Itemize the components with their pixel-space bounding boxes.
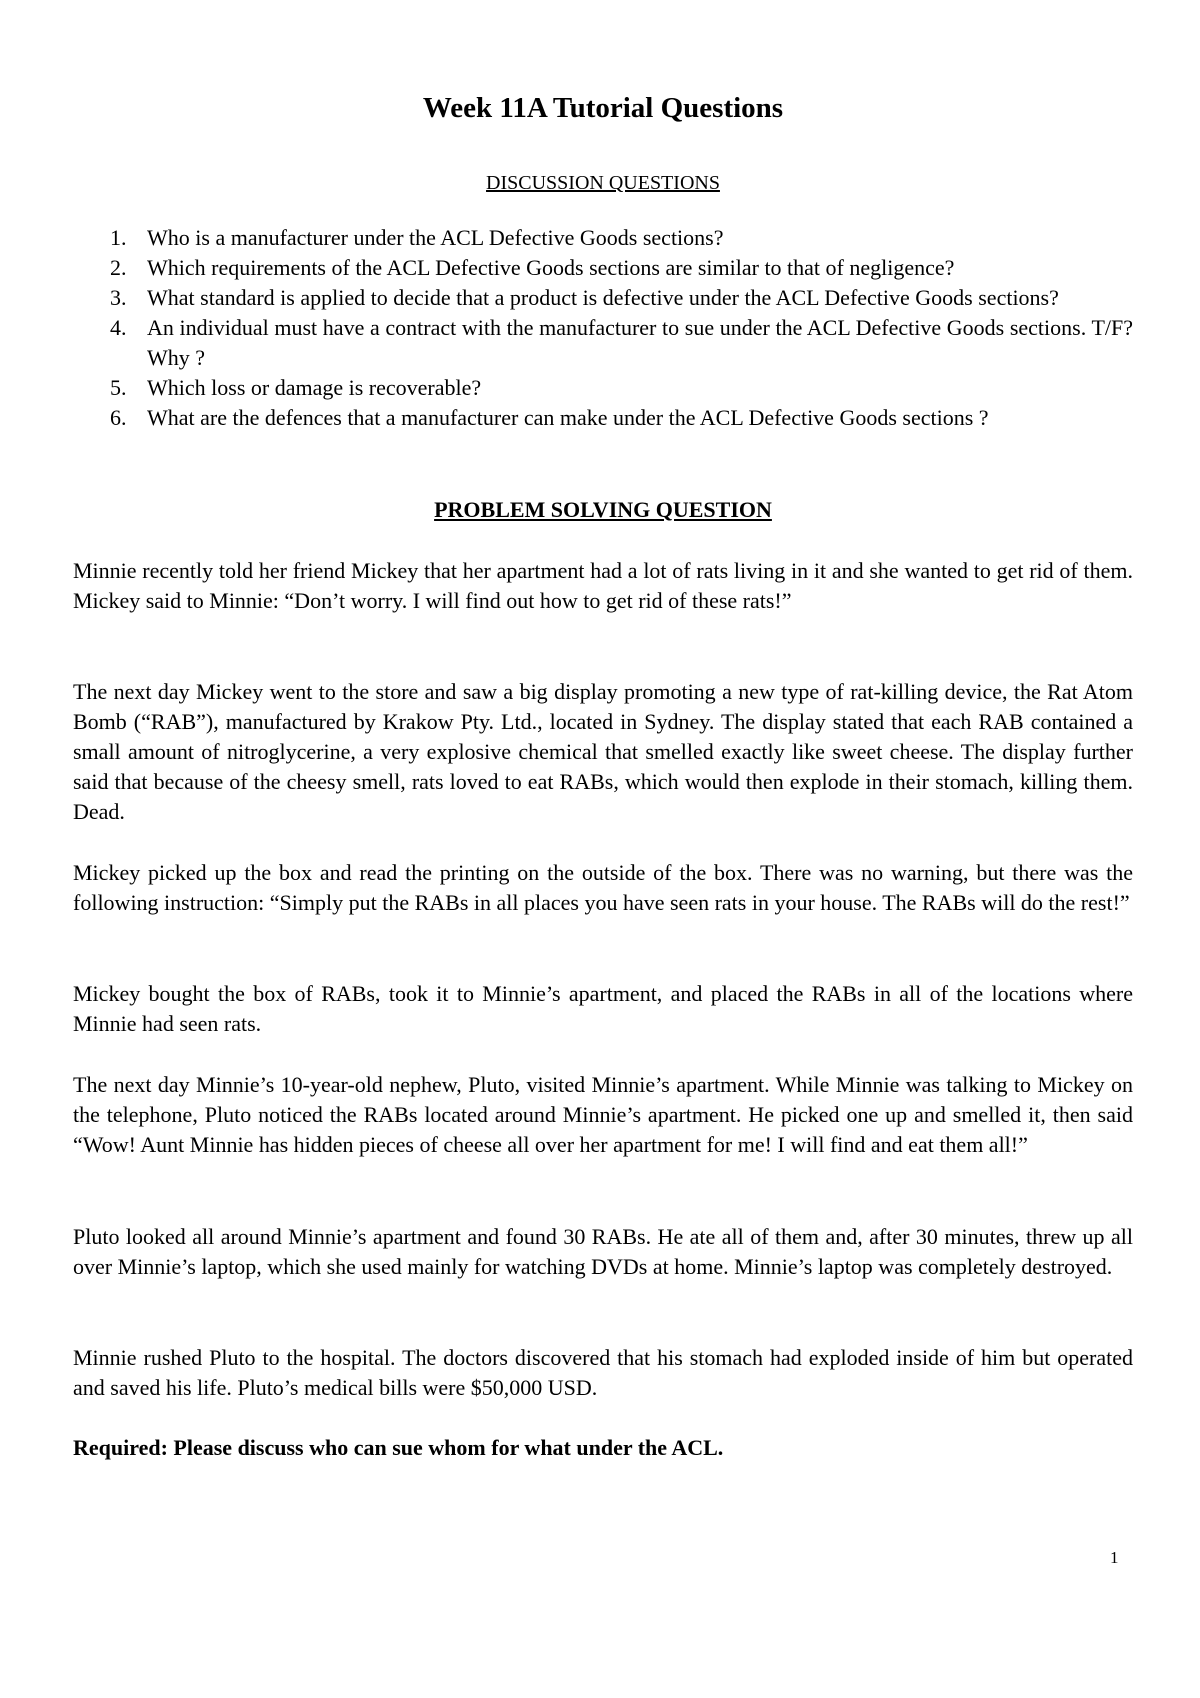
question-number: 1. (110, 225, 127, 250)
scenario-paragraph: Minnie rushed Pluto to the hospital. The doctors discovered that his stomach had exploded inside of him but operated and saved his life. Pluto’s medical bills were $50,000 USD. (73, 1345, 1133, 1400)
scenario-paragraph: Mickey bought the box of RABs, took it to Minnie’s apartment, and placed the RABs in all of the locations where Minnie had seen rats. (73, 981, 1133, 1036)
discussion-question-list (73, 223, 1133, 433)
scenario-paragraph: Pluto looked all around Minnie’s apartment and found 30 RABs. He ate all of them and, after 30 minutes, threw up all over Minnie’s laptop, which she used mainly for watching DVDs at home. Minnie’s laptop was completely destroyed. (73, 1224, 1133, 1279)
question-text: Which loss or damage is recoverable? (147, 375, 482, 400)
question-number: 5. (110, 375, 127, 400)
problem-heading: PROBLEM SOLVING QUESTION (434, 497, 772, 522)
page-title: Week 11A Tutorial Questions (422, 92, 784, 124)
scenario-paragraph: The next day Minnie’s 10-year-old nephew, Pluto, visited Minnie’s apartment. While Minnie was talking to Mickey on the telephone, Pluto noticed the RABs located around Minnie’s apartment. He picked one up and smelled it, then said “Wow! Aunt Minnie has hidden pieces of cheese all over her apartment for me! I will find and eat them all!” (73, 1072, 1133, 1157)
discussion-question (73, 283, 1133, 313)
page-number: 1 (1110, 1548, 1119, 1567)
question-text: Who is a manufacturer under the ACL Defective Goods sections? (147, 225, 724, 250)
discussion-question (73, 313, 1133, 373)
question-number: 3. (110, 285, 127, 310)
question-text: What are the defences that a manufacturer can make under the ACL Defective Goods sections ? (147, 405, 989, 430)
discussion-question (73, 223, 1133, 253)
required-instruction: Required: Please discuss who can sue whom for what under the ACL. (73, 1435, 724, 1460)
discussion-question (73, 403, 1133, 433)
question-number: 6. (110, 405, 127, 430)
discussion-heading: DISCUSSION QUESTIONS (486, 172, 720, 194)
question-number: 2. (110, 255, 127, 280)
discussion-question (73, 253, 1133, 283)
question-text: What standard is applied to decide that a product is defective under the ACL Defective Goods sections? (147, 285, 1059, 310)
scenario-paragraph: Mickey picked up the box and read the printing on the outside of the box. There was no warning, but there was the following instruction: “Simply put the RABs in all places you have seen rats in your house. The RABs will do the rest!” (73, 860, 1133, 915)
scenario-paragraph: Minnie recently told her friend Mickey that her apartment had a lot of rats living in it and she wanted to get rid of them. Mickey said to Minnie: “Don’t worry. I will find out how to get rid of these rats!” (73, 558, 1133, 613)
scenario-paragraph: The next day Mickey went to the store and saw a big display promoting a new type of rat-killing device, the Rat Atom Bomb (“RAB”), manufactured by Krakow Pty. Ltd., located in Sydney. The display stated that each RAB contained a small amount of nitroglycerine, a very explosive chemical that smelled exactly like sweet cheese. The display further said that because of the cheesy smell, rats loved to eat RABs, which would then explode in their stomach, killing them. Dead. (73, 679, 1133, 824)
question-text: Which requirements of the ACL Defective Goods sections are similar to that of negligence? (147, 255, 955, 280)
discussion-question (73, 373, 1133, 403)
question-text: An individual must have a contract with the manufacturer to sue under the ACL Defective Goods sections. T/F? Why ? (147, 315, 1133, 370)
question-number: 4. (110, 315, 127, 340)
